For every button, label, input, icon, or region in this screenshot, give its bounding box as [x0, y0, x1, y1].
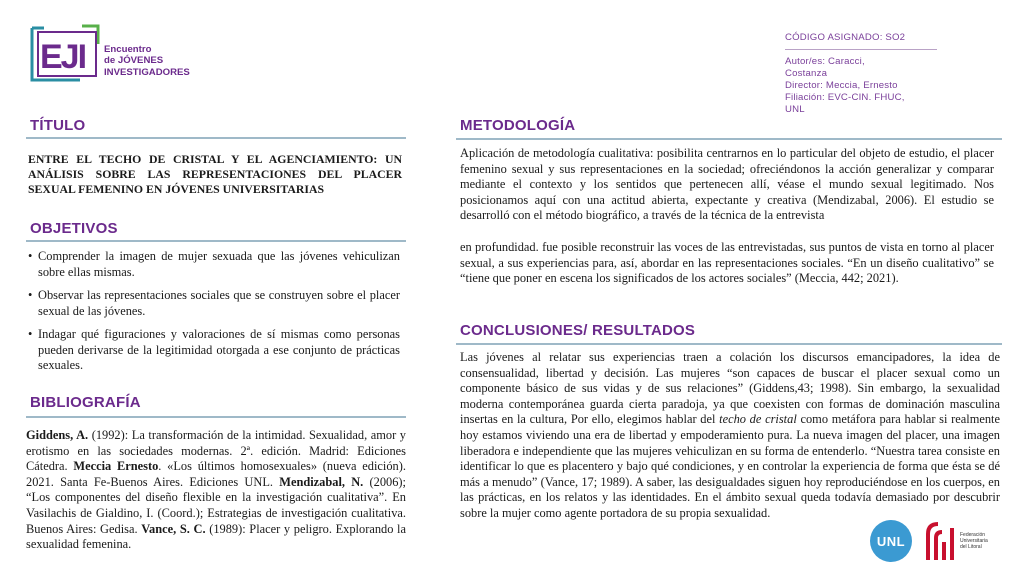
objetivo-text-1: Comprender la imagen de mujer sexuada que las jóvenes vehiculizan sobre ellas mismas. — [38, 249, 400, 279]
eji-logo-mark — [30, 24, 100, 82]
conclusiones-part1: Las jóvenes al relatar sus experiencias traen a colación los discursos emancipadores, la idea de consensualidad, libertad y decisión. Las mujeres “son capaces de buscar el placer sexual como un componente básico de sus vidas y de sus relaciones” (Giddens,43; 1998). Sin embargo, la sexualidad moderna contemporánea guarda cierta paradoja, ya que coexisten con formas de dominación masculina insertas en la cultura, Por ello, elegimos hablar del — [460, 350, 1000, 427]
logo-line1: Encuentro — [104, 44, 152, 55]
bib-text-2: . «Los últimos homosexuales» (nueva edición). 2021. Santa Fe-Buenos Aires. Ediciones UNL. — [26, 459, 406, 489]
federacion-line2: Universitaria — [960, 538, 988, 544]
bib-author-4: Vance, S. C. — [141, 521, 206, 536]
svg-text:EJI: EJI — [40, 38, 86, 76]
bibliografia-heading: BIBLIOGRAFÍA — [30, 394, 141, 411]
bullet-dot: • — [28, 288, 33, 302]
conclusiones-rule — [456, 343, 1002, 345]
bib-author-2: Meccia Ernesto — [73, 459, 159, 474]
unl-logo — [870, 520, 912, 562]
titulo-text: ENTRE EL TECHO DE CRISTAL Y EL AGENCIAMIENTO: UN ANÁLISIS SOBRE LAS REPRESENTACIONES DEL PLACER SEXUAL FEMENINO EN JÓVENES UNIVERSITARIAS — [28, 152, 402, 196]
meta-block — [785, 32, 985, 116]
objetivo-item-3 — [28, 327, 400, 374]
bibliografia-text — [26, 428, 406, 553]
federacion-logo — [924, 520, 1004, 562]
autor-line1: Autor/es: Caracci, — [785, 56, 865, 67]
federacion-line3: del Litoral — [960, 544, 982, 550]
objetivo-text-2: Observar las representaciones sociales que se construyen sobre el placer sexual de las jóvenes. — [38, 288, 400, 318]
meta-divider — [785, 49, 937, 50]
objetivos-heading: OBJETIVOS — [30, 220, 118, 237]
metodologia-para1: Aplicación de metodología cualitativa: posibilita centrarnos en lo particular del objeto de estudio, el placer femenino sexual y sus representaciones en la sociedad; ofreciéndonos la acción generalizar y comparar mediante el contexto y los sentidos que pertenecen allí, véase el mundo sexual legitimado. Nos posicionamos aquí con una actitud abierta, expectante y creativa (Mendizabal, 2006). El estudio se desarrolló con el método biográfico, a través de la técnica de la entrevista — [460, 146, 994, 223]
federacion-line1: Federación — [960, 532, 986, 538]
autor-line2: Costanza — [785, 68, 828, 79]
federacion-logo-mark — [924, 520, 958, 562]
metodologia-para2: en profundidad. fue posible reconstruir las voces de las entrevistadas, sus puntos de vista en torno al placer sexual, a sus experiencias para, así, abordar en las representaciones sociales. “En un diseño cualitativo” se “tiene que poner en escena los significados de los actores sociales” (Meccia, 442; 2021). — [460, 240, 994, 286]
conclusiones-part2: como metáfora para hablar si realmente hoy estamos viviendo una era de libertad y empoderamiento pura. La nueva imagen del placer, una imagen liberadora e independiente que las mujeres vehiculizan en su forma de entenderlo. “Nuestra tarea consiste en identificar lo que es placentero y bajo qué condiciones, y en controlar la experiencia de forma que ésta se dé más a menudo” (Vance, 17; 1989). A saber, las desigualdades siguen hoy reproduciéndose en los cuerpos, en las prácticas, en los relatos y las identidades. En el ámbito sexual queda todavía demasiado por descubrir sobre la mujer como agente portadora de su propia sexualidad. — [460, 412, 1000, 520]
bibliografia-rule — [26, 416, 406, 418]
codigo-asignado: CÓDIGO ASIGNADO: SO2 — [785, 32, 906, 43]
filiacion-unl: UNL — [785, 104, 805, 115]
director: Director: Meccia, Ernesto — [785, 80, 898, 91]
unl-logo-text: UNL — [876, 533, 906, 549]
bib-author-3: Mendizabal, N. — [279, 474, 364, 489]
eji-logo — [30, 24, 100, 82]
objetivo-item-2 — [28, 288, 400, 319]
conclusiones-italic: techo de cristal — [719, 412, 797, 427]
bib-author-1: Giddens, A. — [26, 428, 89, 442]
conclusiones-heading: CONCLUSIONES/ RESULTADOS — [460, 322, 696, 339]
logo-line2: de JÓVENES — [104, 55, 164, 67]
conclusiones-text — [460, 350, 1000, 522]
federacion-text — [960, 532, 988, 550]
bullet-dot: • — [28, 249, 33, 263]
titulo-rule — [26, 137, 406, 139]
logo-text — [104, 44, 190, 78]
logo-line3: INVESTIGADORES — [104, 66, 190, 78]
bib-text-1: (1992): La transformación de la intimidad. Sexualidad, amor y erotismo en las sociedades modernas. 2ª. edición. Madrid: Ediciones Cátedra. — [26, 428, 406, 474]
objetivo-item-1 — [28, 249, 400, 280]
titulo-heading: TÍTULO — [30, 117, 86, 134]
metodologia-rule — [456, 138, 1002, 140]
filiacion: Filiación: EVC-CIN. FHUC, — [785, 92, 905, 103]
metodologia-heading: METODOLOGÍA — [460, 117, 576, 134]
bullet-dot: • — [28, 327, 33, 341]
bib-text-3: (2006); “Los componentes del diseño flexible en la investigación cualitativa”. En Vasilachis de Gialdino, I. (Coord.); Estrategias de investigación cualitativa. Buenos Aires: Gedisa. — [26, 474, 407, 536]
objetivo-text-3: Indagar qué figuraciones y valoraciones de sí mismas como personas pueden derivarse de la legitimidad otorgada a ese conjunto de prácticas sexuales. — [38, 327, 400, 373]
objetivos-rule — [26, 240, 406, 242]
bib-text-4: (1989): Placer y peligro. Explorando la sexualidad femenina. — [26, 521, 406, 552]
